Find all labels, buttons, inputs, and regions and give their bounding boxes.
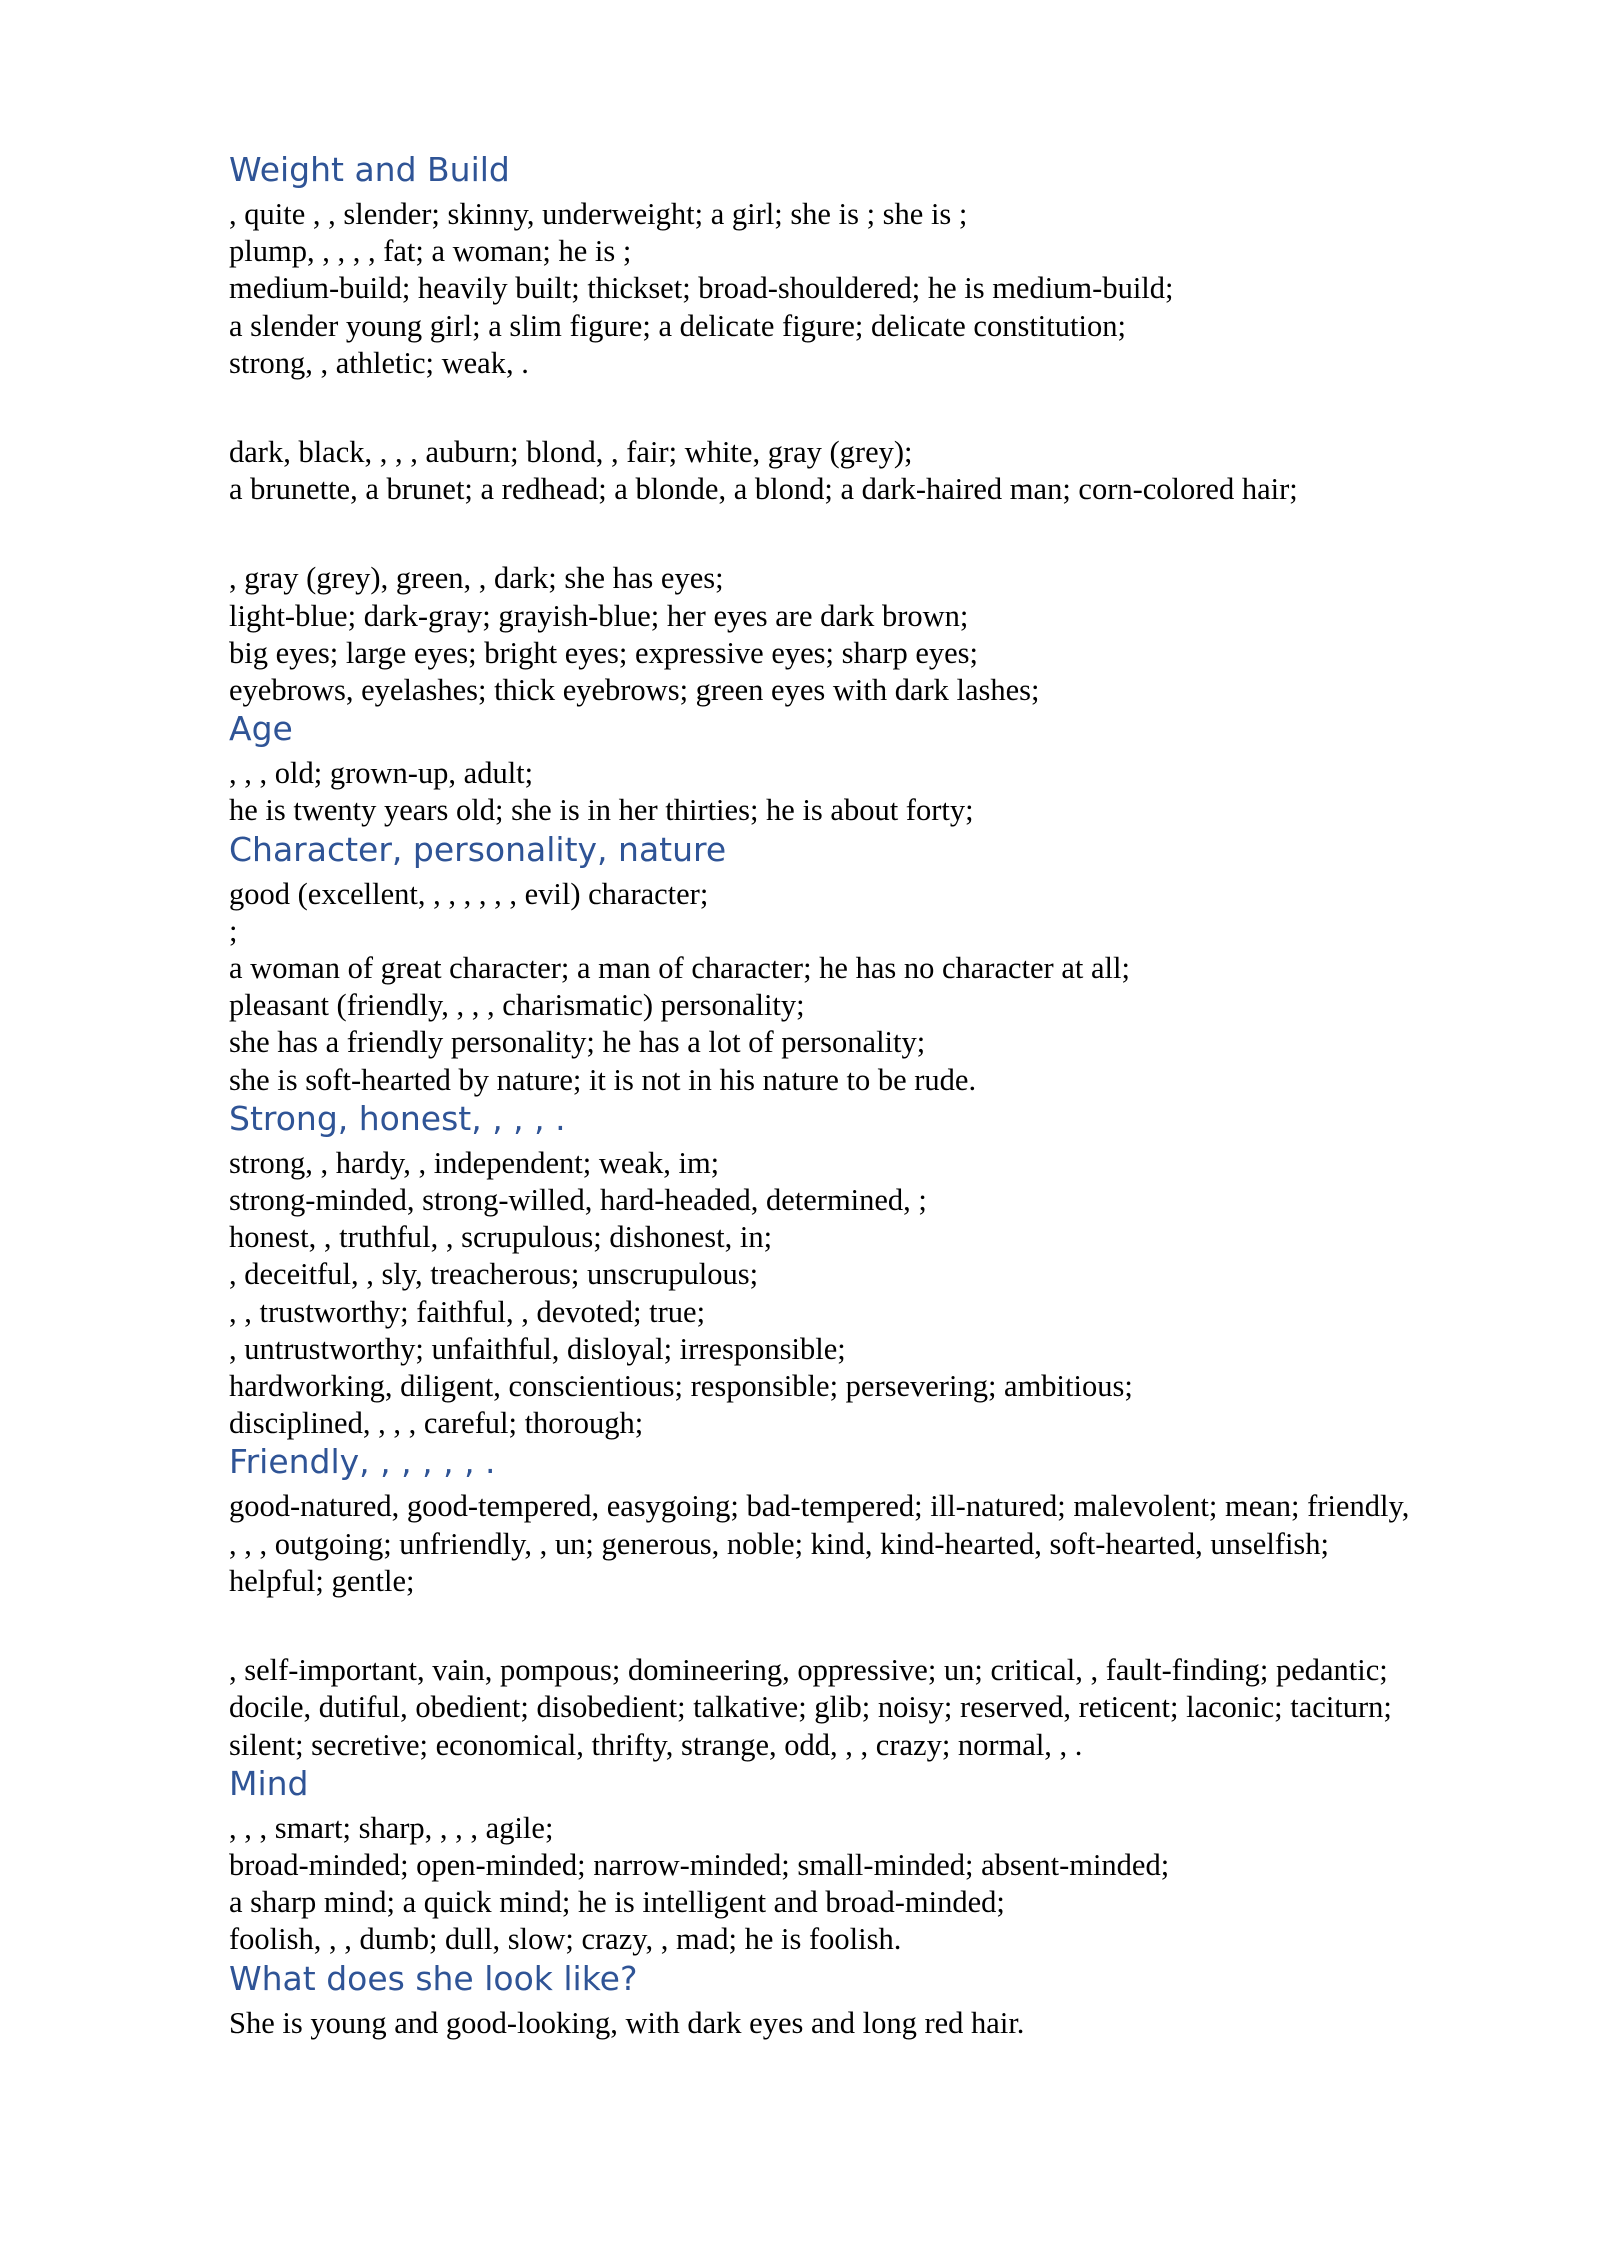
section-heading-friendly: Friendly, , , , , , . — [229, 1442, 496, 1482]
section-heading-weight-and-build: Weight and Build — [229, 150, 510, 189]
text-line: a woman of great character; a man of character; he has no character at all; — [229, 951, 1130, 986]
text-line: broad-minded; open-minded; narrow-minded; small-minded; absent-minded; — [229, 1847, 1170, 1882]
text-line: he is twenty years old; she is in her thirties; he is about forty; — [229, 793, 974, 828]
text-line: good-natured, good-tempered, easygoing; bad-tempered; ill-natured; malevolent; mean; friendly, — [229, 1489, 1410, 1524]
text-line: pleasant (friendly, , , , charismatic) personality; — [229, 988, 805, 1023]
text-line: ; — [229, 913, 238, 948]
section-heading-age: Age — [229, 709, 293, 749]
text-line: silent; secretive; economical, thrifty, strange, odd, , , crazy; normal, , . — [229, 1727, 1083, 1762]
text-line: honest, , truthful, , scrupulous; dishonest, in; — [229, 1220, 773, 1255]
section-heading-character: Character, personality, nature — [229, 829, 727, 869]
text-line: , self-important, vain, pompous; domineering, oppressive; un; critical, , fault-finding; pedantic; — [229, 1653, 1388, 1688]
text-line: helpful; gentle; — [229, 1563, 415, 1598]
text-line: good (excellent, , , , , , , evil) character; — [229, 876, 709, 911]
blank-heading-gap — [229, 382, 1529, 434]
text-line: , , , smart; sharp, , , , agile; — [229, 1810, 554, 1845]
text-line: , gray (grey), green, , dark; she has eyes; — [229, 561, 724, 596]
text-line: medium-build; heavily built; thickset; broad-shouldered; he is medium-build; — [229, 271, 1174, 306]
text-line: disciplined, , , , careful; thorough; — [229, 1406, 644, 1441]
text-line: big eyes; large eyes; bright eyes; expressive eyes; sharp eyes; — [229, 635, 978, 670]
text-line: a brunette, a brunet; a redhead; a blonde, a blond; a dark-haired man; corn-colored hair; — [229, 472, 1298, 507]
section-heading-what-does-she-look-like: What does she look like? — [229, 1958, 638, 1998]
text-line: , , , old; grown-up, adult; — [229, 756, 534, 791]
text-line: , , trustworthy; faithful, , devoted; true; — [229, 1294, 706, 1329]
text-line: , deceitful, , sly, treacherous; unscrupulous; — [229, 1257, 759, 1292]
text-line: , untrustworthy; unfaithful, disloyal; irresponsible; — [229, 1331, 846, 1366]
text-line: strong-minded, strong-willed, hard-headed, determined, ; — [229, 1183, 927, 1218]
text-line: strong, , hardy, , independent; weak, im; — [229, 1145, 720, 1180]
document-page — [229, 150, 1529, 2042]
text-line: strong, , athletic; weak, . — [229, 345, 529, 380]
section-heading-mind: Mind — [229, 1763, 309, 1803]
text-line: docile, dutiful, obedient; disobedient; talkative; glib; noisy; reserved, reticent; laconic; taciturn; — [229, 1690, 1392, 1725]
text-line: a sharp mind; a quick mind; he is intelligent and broad-minded; — [229, 1885, 1005, 1920]
blank-heading-gap — [229, 508, 1529, 560]
blank-heading-gap — [229, 1600, 1529, 1652]
text-line: She is young and good-looking, with dark eyes and long red hair. — [229, 2005, 1025, 2040]
text-line: a slender young girl; a slim figure; a delicate figure; delicate constitution; — [229, 308, 1126, 343]
text-line: eyebrows, eyelashes; thick eyebrows; green eyes with dark lashes; — [229, 673, 1040, 708]
text-line: , , , outgoing; unfriendly, , un; generous, noble; kind, kind-hearted, soft-hearted, unselfish; — [229, 1526, 1330, 1561]
text-line: she is soft-hearted by nature; it is not in his nature to be rude. — [229, 1062, 977, 1097]
text-line: light-blue; dark-gray; grayish-blue; her eyes are dark brown; — [229, 598, 969, 633]
text-line: hardworking, diligent, conscientious; responsible; persevering; ambitious; — [229, 1369, 1133, 1404]
section-heading-strong-honest: Strong, honest, , , , . — [229, 1098, 566, 1138]
text-line: , quite , , slender; skinny, underweight; a girl; she is ; she is ; — [229, 197, 968, 231]
text-line: foolish, , , dumb; dull, slow; crazy, , mad; he is foolish. — [229, 1922, 902, 1957]
text-line: plump, , , , , fat; a woman; he is ; — [229, 234, 632, 269]
text-line: dark, black, , , , auburn; blond, , fair; white, gray (grey); — [229, 435, 913, 470]
text-line: she has a friendly personality; he has a lot of personality; — [229, 1025, 926, 1060]
